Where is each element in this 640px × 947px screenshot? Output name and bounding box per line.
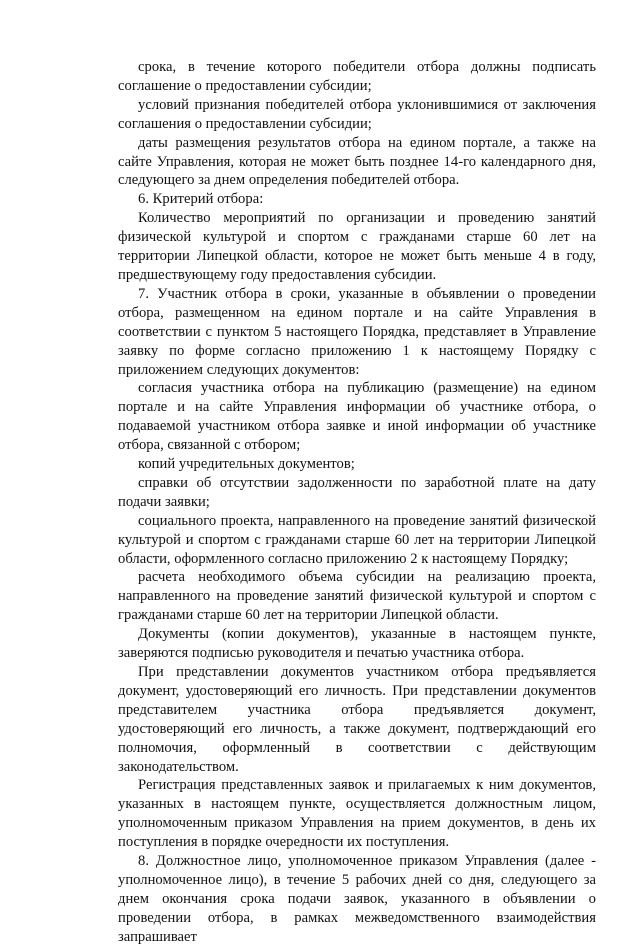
paragraph: Количество мероприятий по организации и проведению занятий физической культурой и спортом с гражданами старше 60 лет на территории Липецкой области, которое не может быть меньше 4 в году, предшествующему году предоставления субсидии. xyxy=(118,210,596,283)
paragraph: срока, в течение которого победители отбора должны подписать соглашение о предоставлении субсидии; xyxy=(118,59,596,94)
list-item: справки об отсутствии задолженности по заработной плате на дату подачи заявки; xyxy=(118,474,596,510)
document-body xyxy=(118,58,596,947)
paragraph: условий признания победителей отбора уклонившимися от заключения соглашения о предоставлении субсидии; xyxy=(118,96,596,132)
list-item: согласия участника отбора на публикацию (размещение) на едином портале и на сайте Управления информации об участнике отбора, о подаваемой участником отбора заявке и иной информации об участнике отбора, связанной с отбором; xyxy=(118,380,596,454)
paragraph: 8. Должностное лицо, уполномоченное приказом Управления (далее - уполномоченное лицо), в течение 5 рабочих дней со дня, следующего за днем окончания срока подачи заявок, указанного в объявлении о проведении отбора, в рамках межведомственного взаимодействия запрашивает xyxy=(118,853,596,945)
list-item: социального проекта, направленного на проведение занятий физической культурой и спортом с гражданами старше 60 лет на территории Липецкой области, оформленного согласно приложению 2 к настоящему Порядку; xyxy=(118,512,596,567)
paragraph: Документы (копии документов), указанные в настоящем пункте, заверяются подписью руководителя и печатью участника отбора. xyxy=(118,626,596,662)
paragraph: При представлении документов участником отбора предъявляется документ, удостоверяющий его личность. При представлении документов представителем участника отбора предъявляется документ, удостоверяющий его личность, а также документ, подтверждающий его полномочия, оформленный в соответствии с действующим законодательством. xyxy=(118,664,596,775)
paragraph: 7. Участник отбора в сроки, указанные в объявлении о проведении отбора, размещенном на едином портале и на сайте Управления в соответствии с пунктом 5 настоящего Порядка, представляет в Управление заявку по форме согласно приложению 1 к настоящему Порядку с приложением следующих документов: xyxy=(118,285,596,378)
paragraph: Регистрация представленных заявок и прилагаемых к ним документов, указанных в настоящем пункте, осуществляется должностным лицом, уполномоченным приказом Управления на прием документов, в день их поступления в порядке очередности их поступления. xyxy=(118,777,596,851)
list-item: расчета необходимого объема субсидии на реализацию проекта, направленного на проведение занятий физической культурой и спортом с гражданами старше 60 лет на территории Липецкой области. xyxy=(118,569,596,624)
list-item: копий учредительных документов; xyxy=(138,456,355,473)
section-heading: 6. Критерий отбора: xyxy=(138,191,264,208)
paragraph: даты размещения результатов отбора на едином портале, а также на сайте Управления, которая не может быть позднее 14-го календарного дня, следующего за днем определения победителей отбора. xyxy=(118,134,596,189)
